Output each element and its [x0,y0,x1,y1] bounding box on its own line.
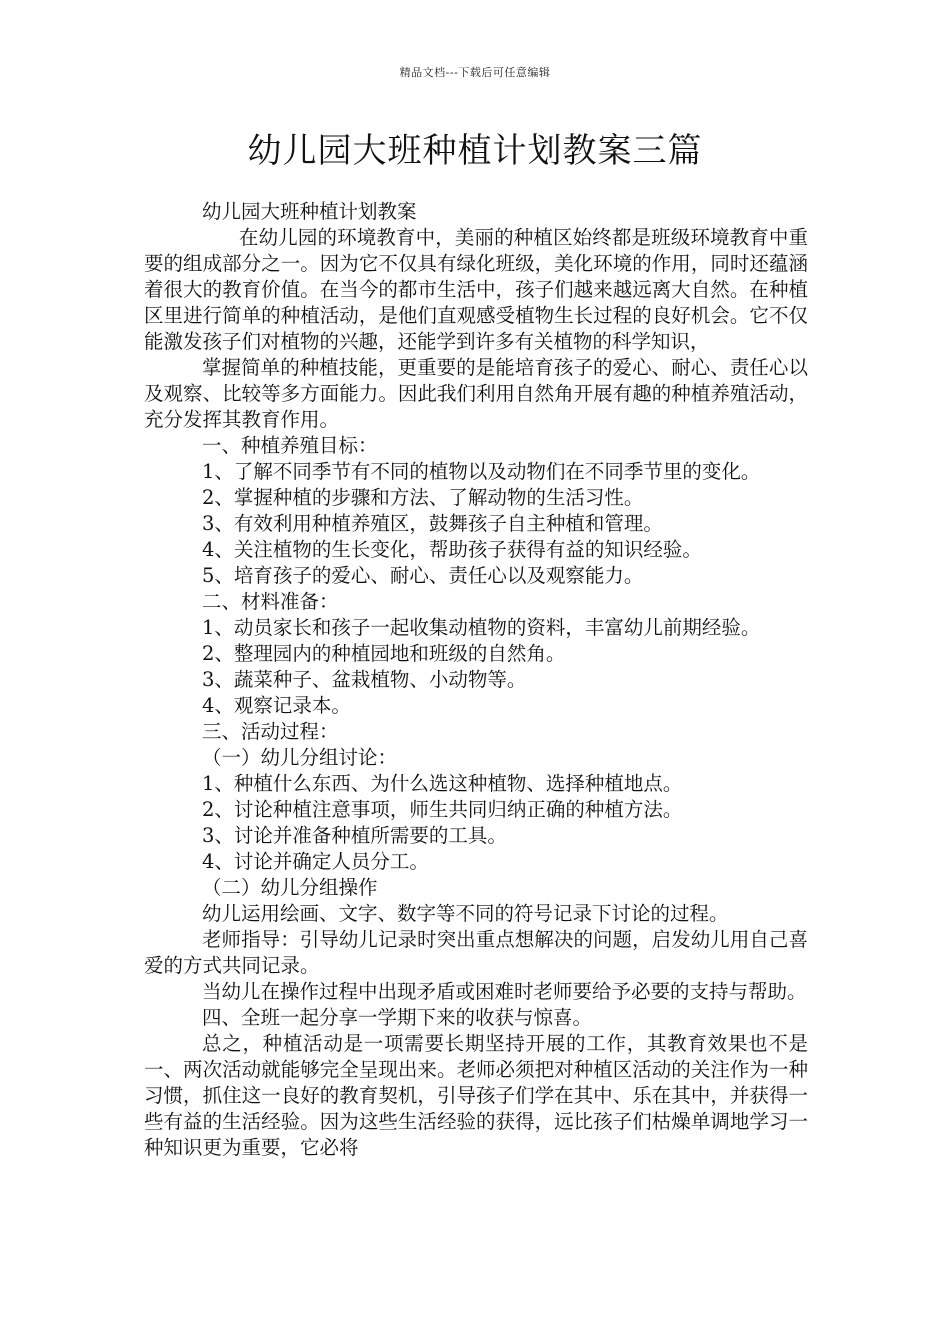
paragraph: 掌握简单的种植技能，更重要的是能培育孩子的爱心、耐心、责任心以及观察、比较等多方面能力。因此我们利用自然角开展有趣的种植养殖活动，充分发挥其教育作用。 [144,356,808,431]
list-item: 3、有效利用种植养殖区，鼓舞孩子自主种植和管理。 [202,512,663,535]
list-item: 1、种植什么东西、为什么选这种植物、选择种植地点。 [202,772,683,795]
document-body [144,199,808,1161]
list-item: 4、观察记录本。 [202,694,351,717]
list-item: 2、整理园内的种植园地和班级的自然角。 [202,642,566,665]
document-title: 幼儿园大班种植计划教案三篇 [247,131,703,171]
section-heading: 一、种植养殖目标： [202,434,378,457]
paragraph: 在幼儿园的环境教育中，美丽的种植区始终都是班级环境教育中重要的组成部分之一。因为它不仅具有绿化班级，美化环境的作用，同时还蕴涵着很大的教育价值。在当今的都市生活中，孩子们越来越远离大自然。在种植区里进行简单的种植活动，是他们直观感受植物生长过程的良好机会。它不仅能激发孩子们对植物的兴趣，还能学到许多有关植物的科学知识， [144,226,808,353]
list-item: 2、掌握种植的步骤和方法、了解动物的生活习性。 [202,486,644,509]
paragraph: 当幼儿在操作过程中出现矛盾或困难时老师要给予必要的支持与帮助。 [202,980,807,1003]
section-heading: 二、材料准备： [202,590,339,613]
list-item: 1、了解不同季节有不同的植物以及动物们在不同季节里的变化。 [202,460,761,483]
subsection-heading: （一）幼儿分组讨论： [202,746,398,769]
paragraph: 幼儿园大班种植计划教案 [202,200,417,223]
list-item: 4、关注植物的生长变化，帮助孩子获得有益的知识经验。 [202,538,702,561]
list-item: 5、培育孩子的爱心、耐心、责任心以及观察能力。 [202,564,644,587]
list-item: 2、讨论种植注意事项，师生共同归纳正确的种植方法。 [202,798,683,821]
list-item: 3、讨论并准备种植所需要的工具。 [202,824,507,847]
list-item: 1、动员家长和孩子一起收集动植物的资料，丰富幼儿前期经验。 [202,616,761,639]
paragraph: 老师指导：引导幼儿记录时突出重点想解决的问题，启发幼儿用自己喜爱的方式共同记录。 [144,928,808,977]
paragraph: 总之，种植活动是一项需要长期坚持开展的工作，其教育效果也不是一、两次活动就能够完全呈现出来。老师必须把对种植区活动的关注作为一种习惯，抓住这一良好的教育契机，引导孩子们学在其中、乐在其中，并获得一些有益的生活经验。因为这些生活经验的获得，远比孩子们枯燥单调地学习一种知识更为重要，它必将 [144,1032,808,1159]
page-header-note: 精品文档---下载后可任意编辑 [399,66,551,79]
paragraph: 幼儿运用绘画、文字、数字等不同的符号记录下讨论的过程。 [202,902,729,925]
section-heading: 三、活动过程： [202,720,339,743]
subsection-heading: （二）幼儿分组操作 [202,876,378,899]
list-item: 3、蔬菜种子、盆栽植物、小动物等。 [202,668,527,691]
section-heading: 四、全班一起分享一学期下来的收获与惊喜。 [202,1006,593,1029]
list-item: 4、讨论并确定人员分工。 [202,850,429,873]
